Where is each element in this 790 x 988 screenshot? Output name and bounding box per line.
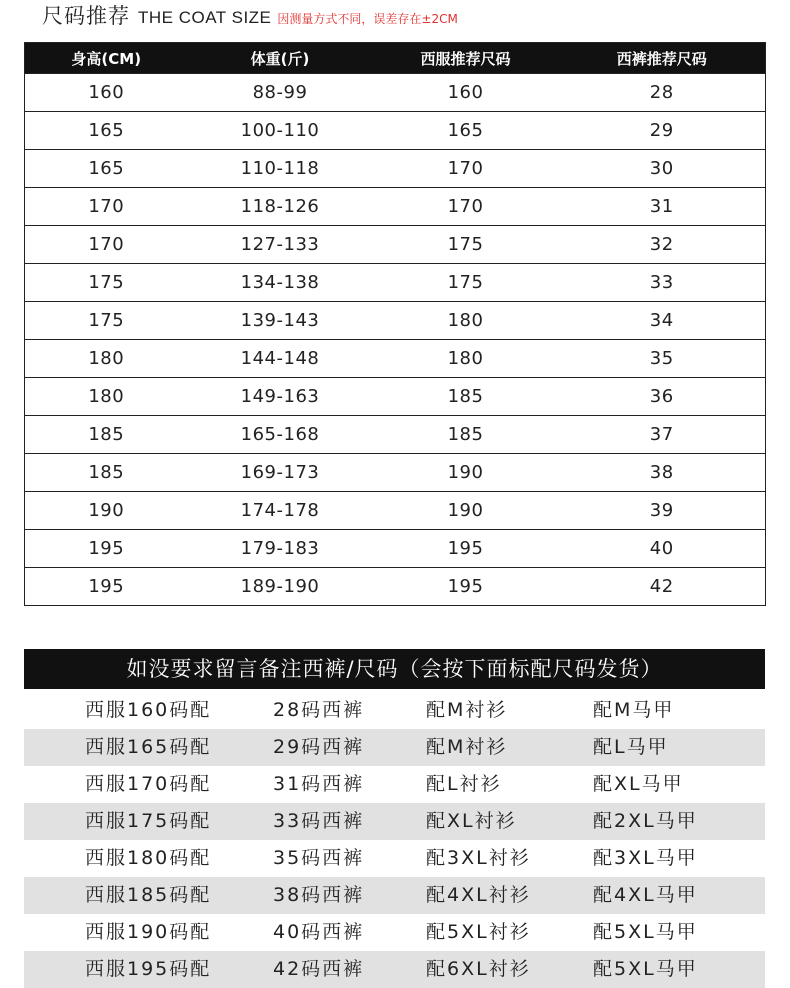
pair-vest: 配L马甲 <box>593 736 669 758</box>
pair-shirt: 配4XL衬衫 <box>426 884 531 906</box>
cell-suit-size: 170 <box>373 150 559 188</box>
cell-height: 165 <box>25 112 188 150</box>
pair-pants: 29码西裤 <box>273 736 365 758</box>
pairing-list <box>24 692 765 988</box>
list-item <box>24 877 765 914</box>
pair-pants: 28码西裤 <box>273 699 365 721</box>
table-row <box>25 226 766 264</box>
pair-suit: 西服175码配 <box>85 810 212 832</box>
cell-suit-size: 190 <box>373 492 559 530</box>
table-row <box>25 112 766 150</box>
size-table-body <box>25 74 766 606</box>
pair-pants: 40码西裤 <box>273 921 365 943</box>
pair-vest: 配M马甲 <box>593 699 675 721</box>
cell-weight: 189-190 <box>188 568 373 606</box>
cell-pants-size: 37 <box>559 416 766 454</box>
cell-height: 170 <box>25 226 188 264</box>
cell-weight: 139-143 <box>188 302 373 340</box>
pair-shirt: 配L衬衫 <box>426 773 502 795</box>
cell-pants-size: 42 <box>559 568 766 606</box>
pair-vest: 配2XL马甲 <box>593 810 698 832</box>
cell-suit-size: 165 <box>373 112 559 150</box>
pair-pants: 38码西裤 <box>273 884 365 906</box>
pair-pants: 42码西裤 <box>273 958 365 980</box>
table-row <box>25 492 766 530</box>
cell-pants-size: 34 <box>559 302 766 340</box>
cell-weight: 179-183 <box>188 530 373 568</box>
pair-suit: 西服185码配 <box>85 884 212 906</box>
cell-weight: 110-118 <box>188 150 373 188</box>
cell-height: 160 <box>25 74 188 112</box>
cell-suit-size: 195 <box>373 530 559 568</box>
size-table <box>24 42 766 606</box>
cell-pants-size: 28 <box>559 74 766 112</box>
cell-pants-size: 29 <box>559 112 766 150</box>
table-row <box>25 150 766 188</box>
pair-pants: 35码西裤 <box>273 847 365 869</box>
cell-pants-size: 40 <box>559 530 766 568</box>
cell-weight: 149-163 <box>188 378 373 416</box>
size-table-header-row <box>25 43 766 74</box>
cell-height: 170 <box>25 188 188 226</box>
pair-suit: 西服165码配 <box>85 736 212 758</box>
column-header-height: 身高(CM) <box>25 43 188 74</box>
cell-height: 195 <box>25 530 188 568</box>
cell-height: 175 <box>25 264 188 302</box>
title-cn: 尺码推荐 <box>42 4 130 28</box>
pair-shirt: 配M衬衫 <box>426 736 508 758</box>
cell-height: 185 <box>25 416 188 454</box>
cell-pants-size: 36 <box>559 378 766 416</box>
cell-suit-size: 175 <box>373 264 559 302</box>
table-row <box>25 188 766 226</box>
table-row <box>25 340 766 378</box>
cell-weight: 100-110 <box>188 112 373 150</box>
list-item <box>24 840 765 877</box>
cell-weight: 118-126 <box>188 188 373 226</box>
table-row <box>25 74 766 112</box>
pair-pants: 33码西裤 <box>273 810 365 832</box>
column-header-suit-size: 西服推荐尺码 <box>373 43 559 74</box>
pair-vest: 配5XL马甲 <box>593 958 698 980</box>
cell-pants-size: 35 <box>559 340 766 378</box>
table-row <box>25 264 766 302</box>
cell-height: 165 <box>25 150 188 188</box>
cell-weight: 127-133 <box>188 226 373 264</box>
table-row <box>25 454 766 492</box>
list-item <box>24 951 765 988</box>
list-item <box>24 803 765 840</box>
cell-height: 190 <box>25 492 188 530</box>
cell-suit-size: 160 <box>373 74 559 112</box>
cell-weight: 174-178 <box>188 492 373 530</box>
column-header-pants-size: 西裤推荐尺码 <box>559 43 766 74</box>
cell-suit-size: 180 <box>373 302 559 340</box>
pair-vest: 配XL马甲 <box>593 773 684 795</box>
cell-height: 180 <box>25 340 188 378</box>
pair-suit: 西服190码配 <box>85 921 212 943</box>
column-header-weight: 体重(斤) <box>188 43 373 74</box>
cell-height: 195 <box>25 568 188 606</box>
pair-suit: 西服160码配 <box>85 699 212 721</box>
pair-vest: 配3XL马甲 <box>593 847 698 869</box>
cell-pants-size: 38 <box>559 454 766 492</box>
pair-shirt: 配5XL衬衫 <box>426 921 531 943</box>
pair-pants: 31码西裤 <box>273 773 365 795</box>
cell-pants-size: 39 <box>559 492 766 530</box>
cell-height: 175 <box>25 302 188 340</box>
cell-suit-size: 170 <box>373 188 559 226</box>
pair-vest: 配4XL马甲 <box>593 884 698 906</box>
cell-suit-size: 190 <box>373 454 559 492</box>
pair-shirt: 配M衬衫 <box>426 699 508 721</box>
cell-suit-size: 185 <box>373 416 559 454</box>
table-row <box>25 530 766 568</box>
cell-pants-size: 30 <box>559 150 766 188</box>
cell-height: 180 <box>25 378 188 416</box>
cell-pants-size: 31 <box>559 188 766 226</box>
table-row <box>25 568 766 606</box>
cell-suit-size: 175 <box>373 226 559 264</box>
pair-shirt: 配3XL衬衫 <box>426 847 531 869</box>
cell-weight: 169-173 <box>188 454 373 492</box>
cell-height: 185 <box>25 454 188 492</box>
pair-shirt: 配6XL衬衫 <box>426 958 531 980</box>
table-row <box>25 416 766 454</box>
pair-suit: 西服170码配 <box>85 773 212 795</box>
pair-suit: 西服195码配 <box>85 958 212 980</box>
cell-pants-size: 33 <box>559 264 766 302</box>
list-item <box>24 766 765 803</box>
measurement-note: 因测量方式不同，误差存在±2CM <box>277 12 458 26</box>
pair-shirt: 配XL衬衫 <box>426 810 517 832</box>
pair-vest: 配5XL马甲 <box>593 921 698 943</box>
list-item <box>24 914 765 951</box>
pair-suit: 西服180码配 <box>85 847 212 869</box>
cell-suit-size: 185 <box>373 378 559 416</box>
title-en: THE COAT SIZE <box>138 8 272 27</box>
cell-weight: 134-138 <box>188 264 373 302</box>
table-row <box>25 302 766 340</box>
list-item <box>24 692 765 729</box>
page-title <box>42 0 458 26</box>
table-row <box>25 378 766 416</box>
cell-weight: 165-168 <box>188 416 373 454</box>
cell-weight: 144-148 <box>188 340 373 378</box>
cell-suit-size: 180 <box>373 340 559 378</box>
cell-pants-size: 32 <box>559 226 766 264</box>
cell-suit-size: 195 <box>373 568 559 606</box>
cell-weight: 88-99 <box>188 74 373 112</box>
list-item <box>24 729 765 766</box>
pairing-banner: 如没要求留言备注西裤/尺码（会按下面标配尺码发货） <box>24 649 765 689</box>
